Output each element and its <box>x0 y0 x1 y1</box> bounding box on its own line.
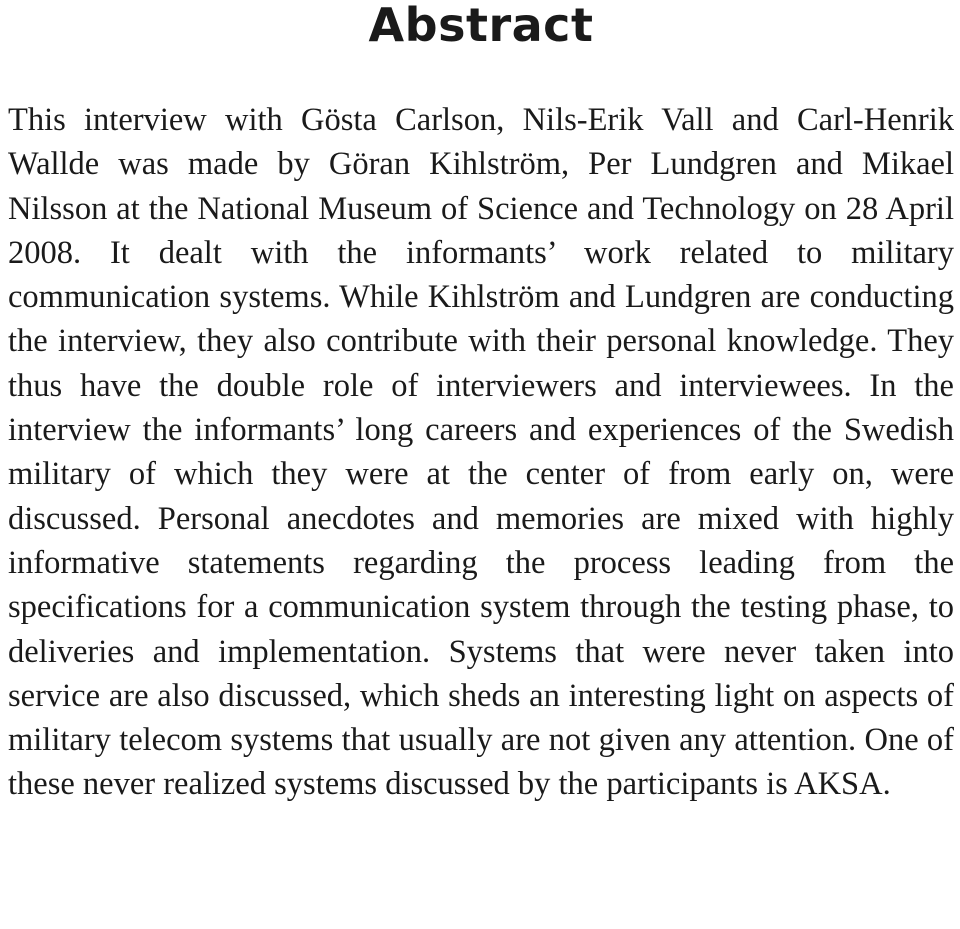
abstract-paragraph: This interview with Gösta Carlson, Nils-Erik Vall and Carl-Henrik Wallde was made by Göran Kihlström, Per Lundgren and Mikael Nilsson at the National Museum of Science and Technology on 28 April 2008. It dealt with the informants’ work related to military communication systems. While Kihlström and Lundgren are conducting the interview, they also contribute with their personal knowledge. They thus have the double role of interviewers and interviewees. In the interview the informants’ long careers and experiences of the Swedish military of which they were at the center of from early on, were discussed. Personal anecdotes and memories are mixed with highly informative statements regarding the process leading from the specifications for a communication system through the testing phase, to deliveries and implementation. Systems that were never taken into service are also discussed, which sheds an interesting light on aspects of military telecom systems that usually are not given any attention. One of these never realized systems discussed by the participants is AKSA. <box>8 102 954 803</box>
abstract-heading: Abstract <box>368 0 594 52</box>
